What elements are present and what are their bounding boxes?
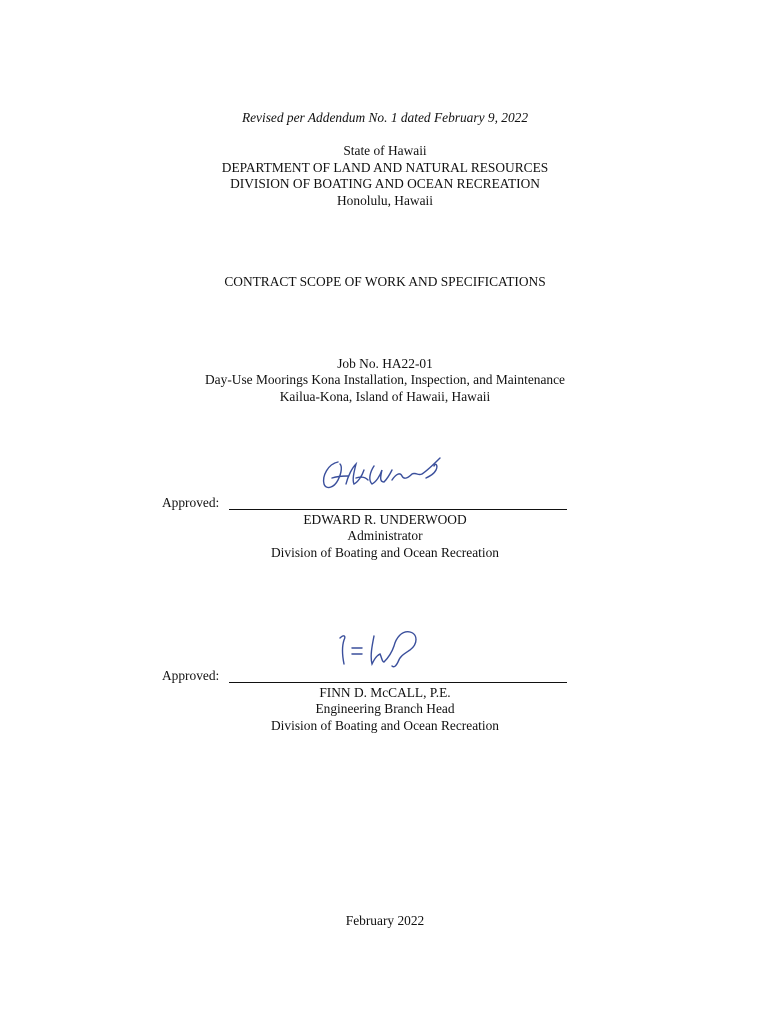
department-name: DEPARTMENT OF LAND AND NATURAL RESOURCES: [221, 160, 549, 175]
approval-underwood: [162, 494, 219, 511]
approved-label: Approved:: [162, 495, 220, 510]
signature-line-mccall: [229, 682, 567, 683]
approval-mccall: [162, 667, 219, 684]
approved-label: Approved:: [162, 668, 220, 683]
signature-underwood: [318, 452, 448, 496]
location-text: Honolulu, Hawaii: [337, 193, 433, 208]
document-title: CONTRACT SCOPE OF WORK AND SPECIFICATIONS: [224, 274, 546, 289]
division-name: DIVISION OF BOATING AND OCEAN RECREATION: [230, 176, 540, 191]
job-site: Kailua-Kona, Island of Hawaii, Hawaii: [279, 389, 491, 404]
job-number: Job No. HA22-01: [337, 356, 433, 371]
approver-org-mccall: Division of Boating and Ocean Recreation: [271, 718, 499, 733]
approver-name-underwood: EDWARD R. UNDERWOOD: [303, 512, 467, 527]
signature-line-underwood: [229, 509, 567, 510]
approver-title-underwood: Administrator: [347, 528, 423, 543]
addendum-note: Revised per Addendum No. 1 dated February 9, 2022: [241, 110, 529, 125]
approver-name-mccall: FINN D. McCALL, P.E.: [319, 685, 451, 700]
state-name: State of Hawaii: [343, 143, 427, 158]
document-date: February 2022: [345, 913, 425, 928]
signature-mccall: [332, 626, 428, 670]
approver-title-mccall: Engineering Branch Head: [315, 701, 455, 716]
approver-org-underwood: Division of Boating and Ocean Recreation: [271, 545, 499, 560]
job-description: Day-Use Moorings Kona Installation, Inspection, and Maintenance: [205, 372, 565, 387]
